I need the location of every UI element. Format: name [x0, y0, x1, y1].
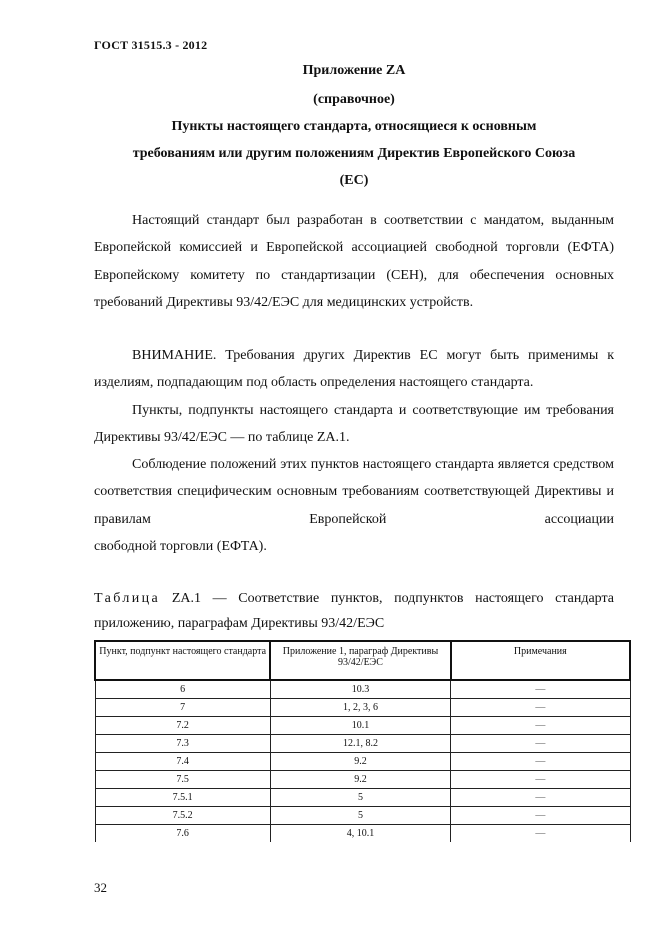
cell-paragraph: 10.1: [270, 717, 450, 735]
correspondence-table: [94, 640, 631, 842]
cell-note: —: [451, 825, 630, 843]
annex-subtitle: (справочное): [313, 92, 395, 107]
table-row: [95, 699, 630, 717]
annex-title: Приложение ZA: [302, 63, 406, 78]
paragraph-warning: ВНИМАНИЕ. Требования других Директив ЕС могут быть применимы к изделиям, подпадающим под область определения настоящего стандарта.: [94, 348, 614, 391]
cell-clause: 7.4: [95, 753, 270, 771]
table-caption-text: ZA.1 — Соответствие пунктов, подпунктов настоящего стандарта приложению, параграфам Директивы 93/42/ЕЭС: [94, 591, 614, 631]
cell-paragraph: 5: [270, 807, 450, 825]
cell-clause: 7.5.2: [95, 807, 270, 825]
cell-note: —: [451, 771, 630, 789]
cell-note: —: [451, 807, 630, 825]
table-caption: [94, 586, 614, 636]
table-caption-prefix: Таблица: [94, 591, 161, 606]
table-header-row: [95, 641, 630, 680]
page-number: 32: [94, 880, 107, 895]
cell-clause: 7.2: [95, 717, 270, 735]
cell-paragraph: 12.1, 8.2: [270, 735, 450, 753]
cell-clause: 7.6: [95, 825, 270, 843]
cell-note: —: [451, 699, 630, 717]
table-row: [95, 789, 630, 807]
paragraph-compliance: [94, 451, 614, 560]
table-row: [95, 717, 630, 735]
cell-note: —: [451, 717, 630, 735]
header-notes: Примечания: [451, 641, 630, 680]
cell-clause: 6: [95, 680, 270, 699]
header-clause: Пункт, подпункт настоящего стандарта: [95, 641, 270, 680]
table-row: [95, 753, 630, 771]
paragraph-compliance-main: Соблюдение положений этих пунктов настоящего стандарта является средством соответствия специфическим основным требованиям соответствующей Директивы и правилам Европейской ассоциации: [94, 457, 614, 527]
cell-paragraph: 9.2: [270, 753, 450, 771]
cell-paragraph: 10.3: [270, 680, 450, 699]
cell-paragraph: 5: [270, 789, 450, 807]
header-directive-annex: Приложение 1, параграф Директивы 93/42/ЕЭС: [270, 641, 450, 680]
annex-heading-line-3: (ЕС): [339, 173, 369, 188]
cell-clause: 7.3: [95, 735, 270, 753]
cell-paragraph: 1, 2, 3, 6: [270, 699, 450, 717]
cell-clause: 7.5.1: [95, 789, 270, 807]
table-row: [95, 771, 630, 789]
cell-paragraph: 4, 10.1: [270, 825, 450, 843]
cell-note: —: [451, 680, 630, 699]
table-row: [95, 825, 630, 843]
table-row: [95, 807, 630, 825]
table-row: [95, 735, 630, 753]
paragraph-compliance-end: свободной торговли (ЕФТА).: [94, 538, 267, 554]
table-row: [95, 680, 630, 699]
cell-clause: 7.5: [95, 771, 270, 789]
cell-note: —: [451, 753, 630, 771]
paragraph-mandate: Настоящий стандарт был разработан в соответствии с мандатом, выданным Европейской комиссией и Европейской ассоциацией свободной торговли (ЕФТА) Европейскому комитету по стандартизации (СЕН), для обеспечения основных требований Директивы 93/42/ЕЭС для медицинских устройств.: [94, 213, 614, 310]
cell-clause: 7: [95, 699, 270, 717]
document-code: ГОСТ 31515.3 - 2012: [94, 38, 208, 52]
cell-note: —: [451, 735, 630, 753]
cell-note: —: [451, 789, 630, 807]
annex-heading-line-2: требованиям или другим положениям Директив Европейского Союза: [132, 146, 576, 161]
paragraph-table-reference: Пункты, подпункты настоящего стандарта и соответствующие им требования Директивы 93/42/ЕЭС — по таблице ZA.1.: [94, 403, 614, 446]
cell-paragraph: 9.2: [270, 771, 450, 789]
annex-heading-line-1: Пункты настоящего стандарта, относящиеся к основным: [171, 119, 537, 134]
